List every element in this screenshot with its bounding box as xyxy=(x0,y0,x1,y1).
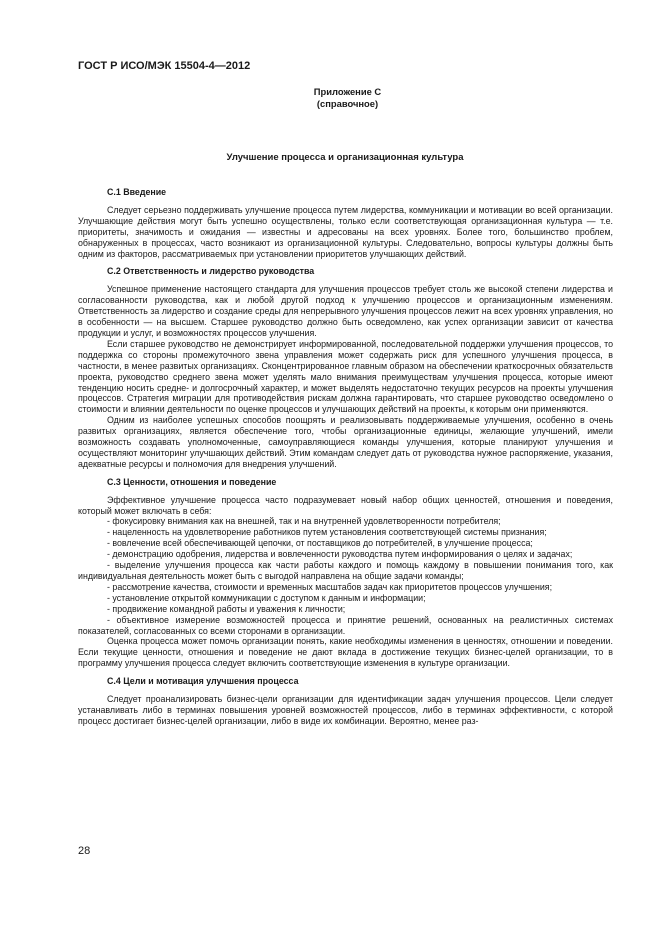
standard-header: ГОСТ Р ИСО/МЭК 15504-4—2012 xyxy=(78,60,251,72)
section-heading: С.2 Ответственность и лидерство руководства xyxy=(107,266,315,277)
list-item: - демонстрацию одобрения, лидерства и вовлеченности руководства путем информирования о целях и задачах; xyxy=(107,549,573,560)
section-heading: С.1 Введение xyxy=(107,187,167,197)
paragraph: Следует проанализировать бизнес-цели организации для идентификации задач улучшения процессов. Цели следует устанавливать либо в терминах повышения уровней возможностей процессов, либо в терминах эффективности, с которой процесс достигает бизнес-целей организации, либо в виде их комбинации. Вероятно, менее раз- xyxy=(78,694,613,726)
list-item: - вовлечение всей обеспечивающей цепочки, от поставщиков до потребителей, в улучшение процесса; xyxy=(107,538,533,549)
paragraph: Если старшее руководство не демонстрирует информированной, последовательной поддержки улучшения процессов, то поддержка со стороны промежуточного звена управления может содержать риск для успешного улучшения процесса, в частности, в менее развитых организациях. Сконцентрированное главным образом на обеспечении краткосрочных обязательств проекта, руководство среднего звена может уделять мало внимания преимуществам улучшения процесса, которые имеют тенденцию носить средне- и долгосрочный характер, и может выделять недостаточно текущих ресурсов на проекты улучшения процессов. Стратегия миграции для противодействия рискам должна гарантировать, что старшее руководство осведомлено о стоимости и влиянии деятельности по оценке процессов и улучшающих действий на проекты, к которым они применяются. xyxy=(78,338,613,415)
list-item: - продвижение командной работы и уважения к личности; xyxy=(107,603,346,614)
list-item: - установление открытой коммуникации с доступом к данным и информации; xyxy=(107,592,426,603)
section-heading: С.4 Цели и мотивация улучшения процесса xyxy=(107,676,299,687)
paragraph: Одним из наиболее успешных способов поощрять и реализовывать поддерживаемые улучшения, особенно в очень развитых организациях, является обеспечение того, чтобы организационные единицы, желающие улучшений, имели возможность создавать уполномоченные, самоуправляющиеся команды улучшения, которые планируют улучшения и осуществляют мониторинг улучшающих действий. Этим командам следует дать от руководства нужное распоряжение, указания, адекватные ресурсы и полномочия для внедрения улучшений. xyxy=(78,415,613,469)
annex-note: (справочное) xyxy=(316,98,379,109)
list-item: - фокусировку внимания как на внешней, так и на внутренней удовлетворенности потребителя; xyxy=(107,516,501,527)
page-number: 28 xyxy=(78,845,91,857)
paragraph: Следует серьезно поддерживать улучшение процесса путем лидерства, коммуникации и мотивации во всей организации. Улучшающие действия могут быть успешно осуществлены, только если соответствующая организационная культура — т.е. приоритеты, значимость и ожидания — известны и адресованы на всех уровнях. Более того, большинство проблем, обнаруженных в процессах, часто возникают из организационной культуры. Следовательно, вопросы культуры должны быть одним из факторов, рассматриваемых при установлении приоритетов улучшающих действий. xyxy=(78,204,613,259)
paragraph: Эффективное улучшение процесса часто подразумевает новый набор общих ценностей, отношения и поведения, который может включать в себя: xyxy=(78,494,613,516)
paragraph: Оценка процесса может помочь организации понять, какие необходимы изменения в ценностях, отношении и поведении. Если текущие ценности, отношения и поведение не дают вклада в достижение текущих бизнес-целей организации, то в программу улучшения процесса следует включить соответствующие изменения в культуре организации. xyxy=(78,636,613,669)
list-item: - выделение улучшения процесса как части работы каждого и помощь каждому в повышении понимания того, как индивидуальная деятельность может быть с выгодой направлена на общие задачи команды; xyxy=(78,560,613,581)
paragraph: Успешное применение настоящего стандарта для улучшения процессов требует столь же высокой степени лидерства и согласованности руководства, как и любой другой подход к улучшению процессов и организационным изменениям. Ответственность за лидерство и создание среды для непрерывного улучшения процессов лежит на всех уровнях управления, но в особенности — на высшем. Старшее руководство должно быть осведомлено, как успех организации зависит от качества продукции и услуг, и возможностях процессов улучшения. xyxy=(78,284,613,338)
section-heading: С.3 Ценности, отношения и поведение xyxy=(107,476,277,487)
list-item: - рассмотрение качества, стоимости и временных масштабов задач как приоритетов процессов улучшения; xyxy=(107,581,553,592)
list-item: - нацеленность на удовлетворение работников путем установления соответствующей системы признания; xyxy=(107,527,547,538)
document-body xyxy=(78,187,613,727)
annex-title: Приложение С xyxy=(313,86,382,97)
annex-block xyxy=(250,86,445,110)
document-title: Улучшение процесса и организационная культура xyxy=(226,152,464,163)
list-item: - объективное измерение возможностей процесса и принятие решений, основанных на реалистичных системах показателей, согласованных со всеми сторонами в организации. xyxy=(78,614,613,636)
